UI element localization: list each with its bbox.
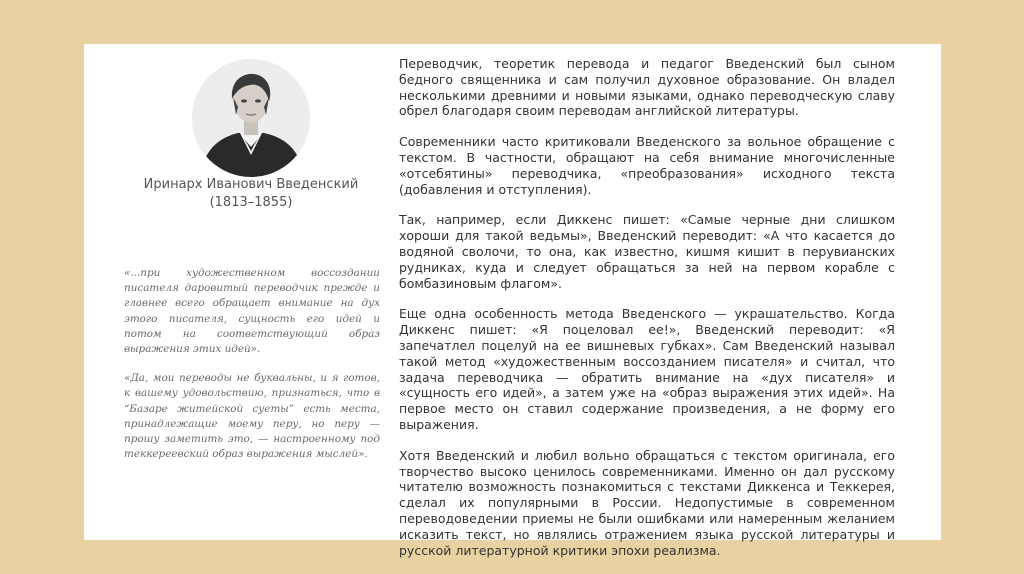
paragraph-4: Еще одна особенность метода Введенского — украшательство. Когда Диккенс пишет: «Я поцеловал ее!», Введенский переводит: «Я запечатлел поцелуй на ее вишневых губках». Сам Введенский называл такой метод «художественным воссозданием писателя» и считал, что задача переводчика — обратить внимание на «дух писателя» и «сущность его идей», а затем уже на «образ выражения этих идей». На первое место он ставил содержание произведения, а не форму его выражения. bbox=[399, 306, 895, 432]
quote-2: «Да, мои переводы не буквальны, и я готов, к вашему удовольствию, признаться, что в “Базаре житейской суеты” есть места, принадлежащие моему перу, но перу — прошу заметить это, — настроенному под теккереевский образ выражения мыслей». bbox=[124, 372, 380, 461]
quote-1: «...при художественном воссоздании писателя даровитый переводчик прежде и главнее всего обращает внимание на дух этого писателя, сущность его идей и потом на соответствующий образ выражения этих идей». bbox=[124, 267, 380, 356]
portrait-image bbox=[192, 59, 310, 177]
main-text bbox=[399, 56, 895, 573]
author-years: (1813–1855) bbox=[209, 195, 293, 210]
author-name: Иринарх Иванович Введенский bbox=[143, 177, 359, 192]
quotes-column bbox=[124, 266, 380, 476]
paragraph-1: Переводчик, теоретик перевода и педагог Введенский был сыном бедного священника и сам получил духовное образование. Он владел несколькими древними и новыми языками, однако переводческую славу обрел благодаря своим переводам английской литературы. bbox=[399, 56, 895, 119]
paragraph-2: Современники часто критиковали Введенского за вольное обращение с текстом. В частности, обращают на себя внимание многочисленные «отсебятины» переводчика, «преобразования» исходного текста (добавления и отступления). bbox=[399, 134, 895, 197]
portrait-caption bbox=[140, 176, 362, 212]
paragraph-3: Так, например, если Диккенс пишет: «Самые черные дни слишком хороши для такой ведьмы», Введенский переводит: «А что касается до водяной сволочи, то она, как известно, кишмя кишит в перувианских рудниках, куда и следует обращаться за ней на первом корабле с бомбазиновым флагом». bbox=[399, 212, 895, 291]
paragraph-5: Хотя Введенский и любил вольно обращаться с текстом оригинала, его творчество высоко ценилось современниками. Именно он дал русскому читателю возможность познакомиться с текстами Диккенса и Теккерея, сделал их популярными в России. Недопустимые в современном переводоведении приемы не были ошибками или намеренным желанием исказить текст, но являлись отражением языка русской литературы и русской литературной критики эпохи реализма. bbox=[399, 447, 895, 558]
